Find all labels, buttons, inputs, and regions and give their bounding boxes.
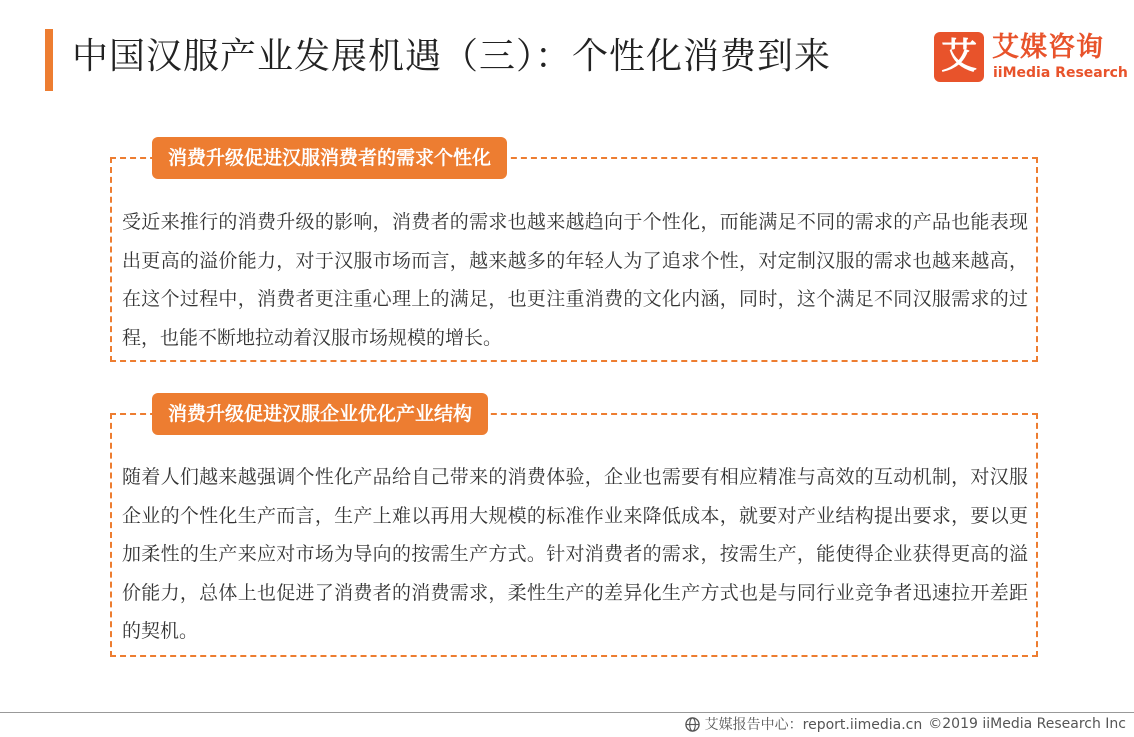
section-consumer-personalization	[110, 147, 1038, 362]
footer-copyright: ©2019 iiMedia Research Inc	[928, 716, 1126, 732]
logo-name-cn: 艾媒咨询	[992, 32, 1104, 63]
section-industry-structure	[110, 403, 1038, 657]
footer	[685, 714, 1126, 734]
title-accent-bar	[45, 29, 53, 91]
footer-divider	[0, 712, 1134, 713]
iimedia-logo	[934, 32, 1128, 84]
logo-mark-icon: 艾	[934, 32, 984, 82]
section-heading: 消费升级促进汉服消费者的需求个性化	[152, 137, 507, 179]
footer-source-link[interactable]: 艾媒报告中心：report.iimedia.cn	[704, 717, 923, 733]
section-body-text: 随着人们越来越强调个性化产品给自己带来的消费体验，企业也需要有相应精准与高效的互动机制，对汉服企业的个性化生产而言，生产上难以再用大规模的标准作业来降低成本，就要对产业结构提出要求，要以更加柔性的生产来应对市场为导向的按需生产方式。针对消费者的需求，按需生产，能使得企业获得更高的溢价能力，总体上也促进了消费者的消费需求，柔性生产的差异化生产方式也是与同行业竞争者迅速拉开差距的契机。	[122, 466, 1028, 642]
section-body-text: 受近来推行的消费升级的影响，消费者的需求也越来越趋向于个性化，而能满足不同的需求的产品也能表现出更高的溢价能力，对于汉服市场而言，越来越多的年轻人为了追求个性，对定制汉服的需求也越来越高，在这个过程中，消费者更注重心理上的满足，也更注重消费的文化内涵，同时，这个满足不同汉服需求的过程，也能不断地拉动着汉服市场规模的增长。	[122, 211, 1028, 349]
page-title: 中国汉服产业发展机遇（三）：个性化消费到来	[72, 36, 832, 77]
globe-icon	[685, 717, 700, 732]
section-heading: 消费升级促进汉服企业优化产业结构	[152, 393, 488, 435]
logo-name-en: iiMedia Research	[993, 65, 1128, 81]
